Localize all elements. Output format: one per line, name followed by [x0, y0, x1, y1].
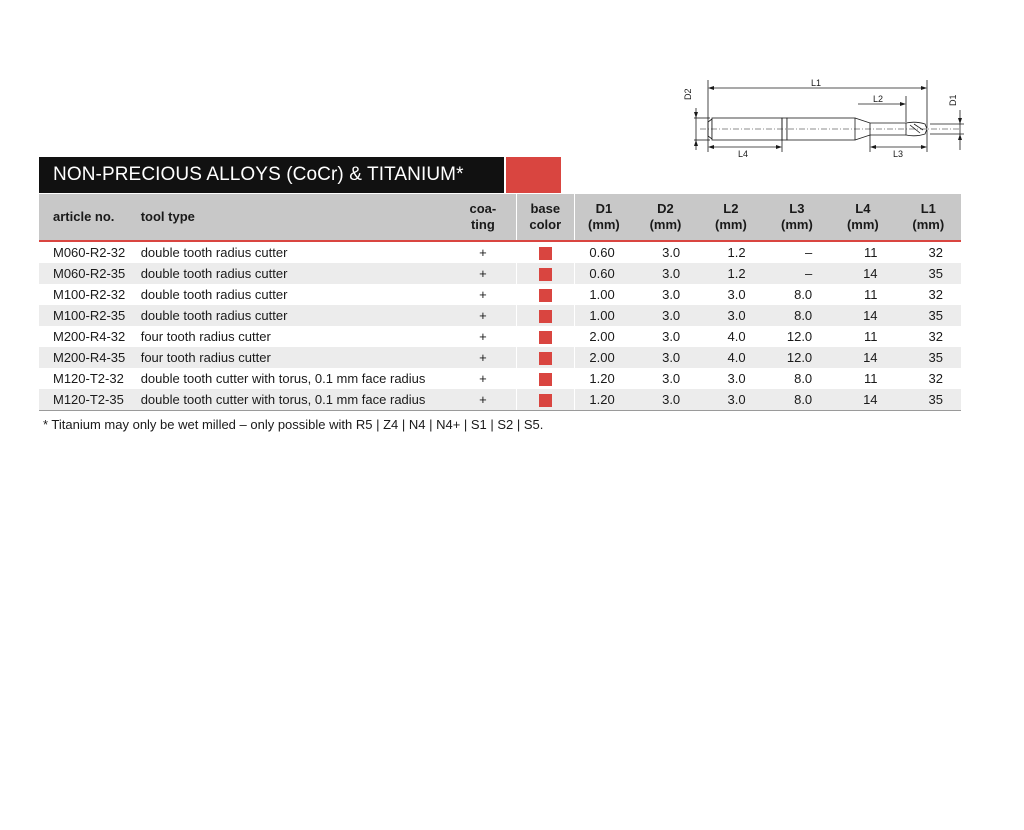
cell-l2: 3.0	[698, 389, 763, 411]
cell-base-color	[516, 241, 575, 263]
color-swatch	[539, 268, 552, 281]
header-l2-line2: (mm)	[715, 217, 747, 232]
header-l3	[764, 194, 831, 241]
cell-d2: 3.0	[662, 308, 681, 323]
cell-tool-type: four tooth radius cutter	[140, 350, 271, 365]
dim-label-l1: L1	[811, 78, 822, 88]
section-title: NON-PRECIOUS ALLOYS (CoCr) & TITANIUM*	[39, 157, 504, 193]
header-l4-line2: (mm)	[846, 217, 879, 232]
table-row	[39, 241, 961, 263]
cell-article-no: M100-R2-35	[53, 308, 126, 323]
tool-dimension-drawing	[680, 72, 970, 162]
cell-l2: 1.2	[727, 266, 746, 281]
header-l1-line2: (mm)	[912, 217, 945, 232]
header-l4-line1: L4	[855, 201, 871, 216]
cell-article-no: M120-T2-32	[53, 371, 124, 386]
header-article-no: article no.	[39, 194, 141, 241]
cell-d1: 1.00	[575, 284, 633, 305]
cell-base-color	[516, 263, 575, 284]
header-d1	[575, 194, 633, 241]
cell-base-color	[516, 284, 575, 305]
cell-d1: 2.00	[575, 326, 633, 347]
cell-l3: 12.0	[786, 350, 813, 365]
color-swatch	[539, 394, 552, 407]
cell-l3: 8.0	[794, 287, 813, 302]
cell-l4: 11	[864, 371, 878, 386]
table-body	[39, 241, 961, 411]
cell-l4: 14	[830, 389, 895, 411]
cell-coating: +	[479, 287, 487, 302]
cell-l4: 14	[863, 266, 878, 281]
color-swatch	[539, 247, 552, 260]
cell-l1: 32	[928, 287, 943, 302]
cell-l1: 35	[928, 266, 943, 281]
table-row	[39, 284, 961, 305]
cell-l1: 32	[928, 329, 943, 344]
dim-label-d1: D1	[948, 94, 958, 106]
cell-l3: 8.0	[764, 389, 831, 411]
cell-l2: 4.0	[727, 329, 746, 344]
header-d1-line1: D1	[595, 201, 613, 216]
cell-d2: 3.0	[662, 350, 681, 365]
cell-tool-type: double tooth radius cutter	[140, 245, 288, 260]
cell-d1: 1.20	[575, 389, 633, 411]
cell-l1: 35	[896, 389, 961, 411]
header-coating-line2: ting	[470, 217, 495, 232]
cell-d1: 1.20	[575, 368, 633, 389]
color-swatch	[539, 373, 552, 386]
header-l2-line1: L2	[723, 201, 739, 216]
cell-base-color	[516, 305, 575, 326]
table-row	[39, 326, 961, 347]
cell-base-color	[516, 347, 575, 368]
header-d2	[633, 194, 698, 241]
header-l2	[698, 194, 763, 241]
cell-article-no: M200-R4-35	[53, 350, 126, 365]
cell-l4: 14	[863, 350, 878, 365]
cell-tool-type: double tooth radius cutter	[140, 287, 288, 302]
color-swatch	[539, 352, 552, 365]
cell-tool-type: double tooth cutter with torus, 0.1 mm face radius	[141, 389, 451, 411]
dim-label-d2: D2	[683, 88, 693, 100]
cell-d2: 3.0	[662, 266, 681, 281]
cell-d1: 2.00	[575, 347, 633, 368]
cell-coating: +	[479, 371, 487, 386]
cell-tool-type: double tooth cutter with torus, 0.1 mm face radius	[140, 371, 426, 386]
header-base-color-line2: color	[529, 217, 562, 232]
cell-l4: 11	[864, 245, 878, 260]
cell-base-color	[516, 326, 575, 347]
cell-l2: 3.0	[727, 308, 746, 323]
cell-d2: 3.0	[662, 329, 681, 344]
cell-tool-type: four tooth radius cutter	[140, 329, 271, 344]
color-swatch	[539, 289, 552, 302]
cell-d2: 3.0	[633, 389, 698, 411]
cell-coating: +	[479, 308, 487, 323]
header-base-color-line1: base	[530, 201, 561, 216]
cell-l3: 12.0	[786, 329, 813, 344]
table-row	[39, 389, 961, 411]
cell-l2: 4.0	[727, 350, 746, 365]
footnote: * Titanium may only be wet milled – only possible with R5 | Z4 | N4 | N4+ | S1 | S2 | S5.	[43, 417, 544, 432]
table-row	[39, 368, 961, 389]
header-l4	[830, 194, 895, 241]
header-l1-line1: L1	[920, 201, 936, 216]
cell-d1: 1.00	[575, 305, 633, 326]
table-header-row	[39, 194, 961, 241]
color-swatch	[539, 310, 552, 323]
cell-base-color	[516, 368, 575, 389]
cell-coating: +	[479, 350, 487, 365]
cell-l4: 11	[864, 329, 878, 344]
cell-l4: 11	[864, 287, 878, 302]
header-d2-line1: D2	[657, 201, 674, 216]
cell-coating: +	[479, 266, 487, 281]
cell-article-no: M060-R2-35	[53, 266, 126, 281]
cell-l2: 3.0	[727, 287, 746, 302]
header-l3-line2: (mm)	[781, 217, 813, 232]
cell-article-no: M120-T2-35	[39, 389, 141, 411]
cell-l3: –	[804, 266, 813, 281]
cell-tool-type: double tooth radius cutter	[140, 266, 288, 281]
cell-l2: 1.2	[727, 245, 746, 260]
tool-diagram-svg	[680, 72, 970, 162]
cell-article-no: M100-R2-32	[53, 287, 126, 302]
cell-article-no: M060-R2-32	[53, 245, 126, 260]
header-coating-line1: coa-	[469, 201, 497, 216]
cell-tool-type: double tooth radius cutter	[140, 308, 288, 323]
table-row	[39, 263, 961, 284]
cell-coating: +	[479, 329, 487, 344]
dim-label-l2: L2	[873, 94, 884, 104]
cell-l2: 3.0	[727, 371, 746, 386]
header-l3-line1: L3	[789, 201, 805, 216]
header-l1	[896, 194, 961, 241]
cell-article-no: M200-R4-32	[53, 329, 126, 344]
cell-l1: 35	[928, 350, 943, 365]
dim-label-l4: L4	[738, 149, 749, 159]
cell-d1: 0.60	[575, 241, 633, 263]
cell-l1: 35	[928, 308, 943, 323]
color-swatch	[539, 331, 552, 344]
table-row	[39, 305, 961, 326]
title-accent-block	[506, 157, 561, 193]
cell-l3: –	[804, 245, 813, 260]
cell-d2: 3.0	[662, 245, 681, 260]
cell-l3: 8.0	[794, 371, 813, 386]
header-coating	[450, 194, 516, 241]
header-d1-line2: (mm)	[587, 217, 620, 232]
dim-label-l3: L3	[893, 149, 904, 159]
cell-base-color	[516, 389, 575, 411]
cell-d2: 3.0	[662, 287, 681, 302]
cell-coating: +	[479, 245, 487, 260]
cell-l3: 8.0	[794, 308, 813, 323]
cell-d2: 3.0	[662, 371, 681, 386]
cell-coating: +	[450, 389, 516, 411]
cell-d1: 0.60	[575, 263, 633, 284]
tool-spec-table	[39, 194, 961, 411]
cell-l1: 32	[928, 371, 943, 386]
header-base-color	[516, 194, 575, 241]
cell-l1: 32	[928, 245, 943, 260]
table-row	[39, 347, 961, 368]
header-d2-line2: (mm)	[649, 217, 682, 232]
header-tool-type: tool type	[141, 194, 451, 241]
cell-l4: 14	[863, 308, 878, 323]
